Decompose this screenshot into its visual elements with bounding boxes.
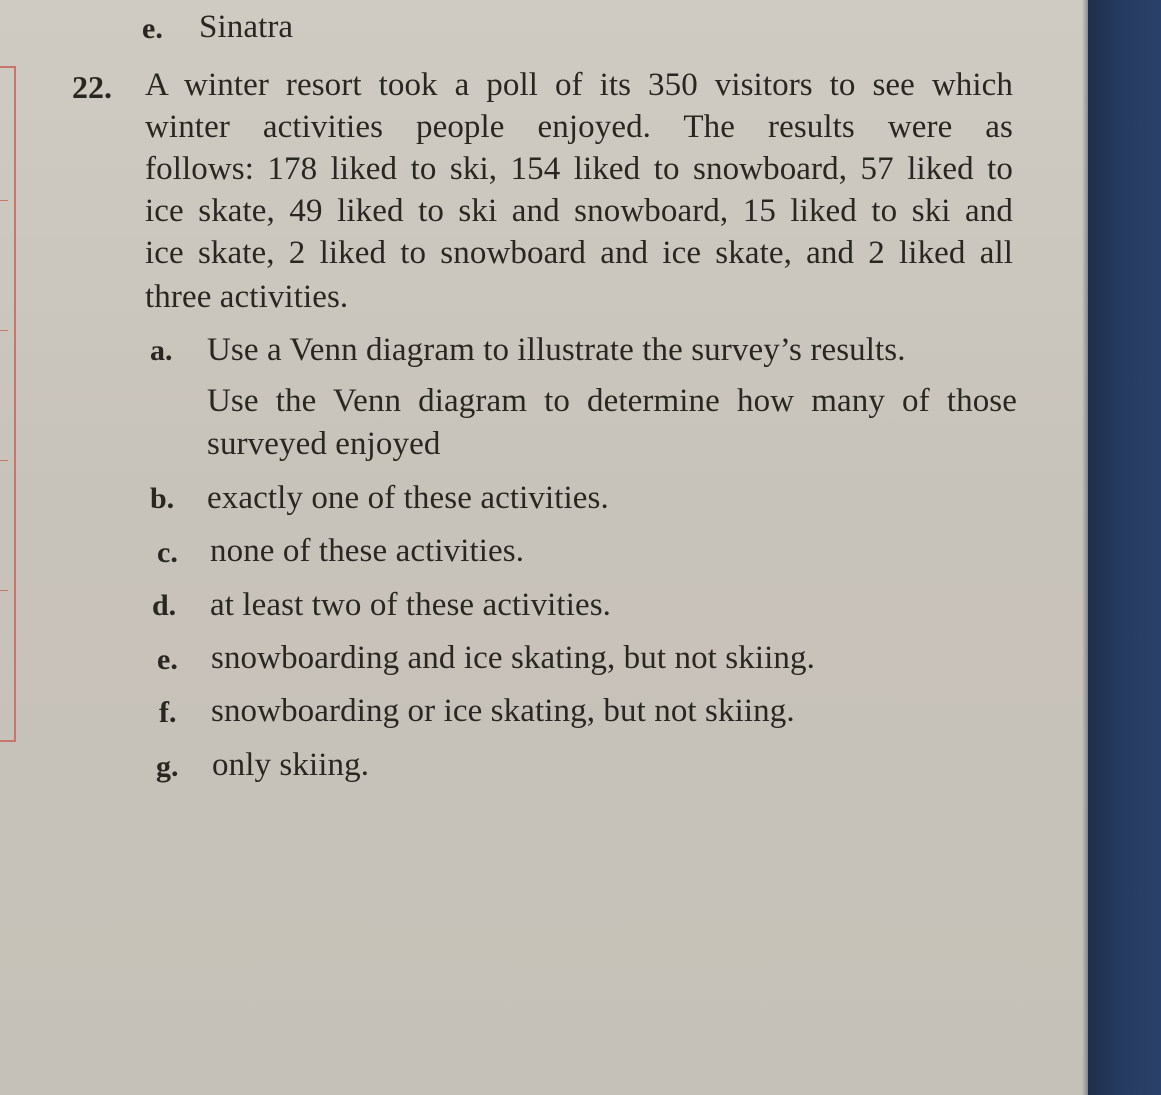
part-c-text: none of these activities. [210,533,525,569]
part-f-label: f. [159,696,177,729]
problem-number: 22. [72,69,112,105]
part-b-text: exactly one of these activities. [207,480,609,516]
problem-line-6: three activities. [145,279,349,315]
previous-item-label: e. [142,12,163,45]
part-e-text: snowboarding and ice skating, but not skiing. [211,640,815,676]
margin-bracket [0,66,16,742]
margin-tick [0,590,8,591]
part-e-label: e. [157,643,178,676]
book-cover-edge [1088,0,1161,1095]
problem-line-4: ice skate, 49 liked to ski and snowboard, 15 liked to ski and [145,193,1013,229]
part-a-text: Use a Venn diagram to illustrate the survey’s results. [207,332,906,368]
instruction-line-1: Use the Venn diagram to determine how many of those [207,383,1017,419]
part-b-label: b. [150,482,175,515]
problem-line-2: winter activities people enjoyed. The results were as [145,109,1013,145]
margin-tick [0,200,8,201]
part-d-text: at least two of these activities. [210,587,612,623]
previous-item-text: Sinatra [199,9,294,45]
part-g-text: only skiing. [212,747,370,783]
part-f-text: snowboarding or ice skating, but not skiing. [211,693,795,729]
part-a-label: a. [150,334,173,367]
problem-line-1: A winter resort took a poll of its 350 visitors to see which [145,67,1013,103]
part-c-label: c. [157,536,178,569]
problem-line-5: ice skate, 2 liked to snowboard and ice skate, and 2 liked all [145,235,1013,271]
part-g-label: g. [156,750,179,783]
problem-line-3: follows: 178 liked to ski, 154 liked to snowboard, 57 liked to [145,151,1013,187]
instruction-line-2: surveyed enjoyed [207,426,441,462]
part-d-label: d. [152,589,177,622]
margin-tick [0,460,8,461]
margin-tick [0,330,8,331]
